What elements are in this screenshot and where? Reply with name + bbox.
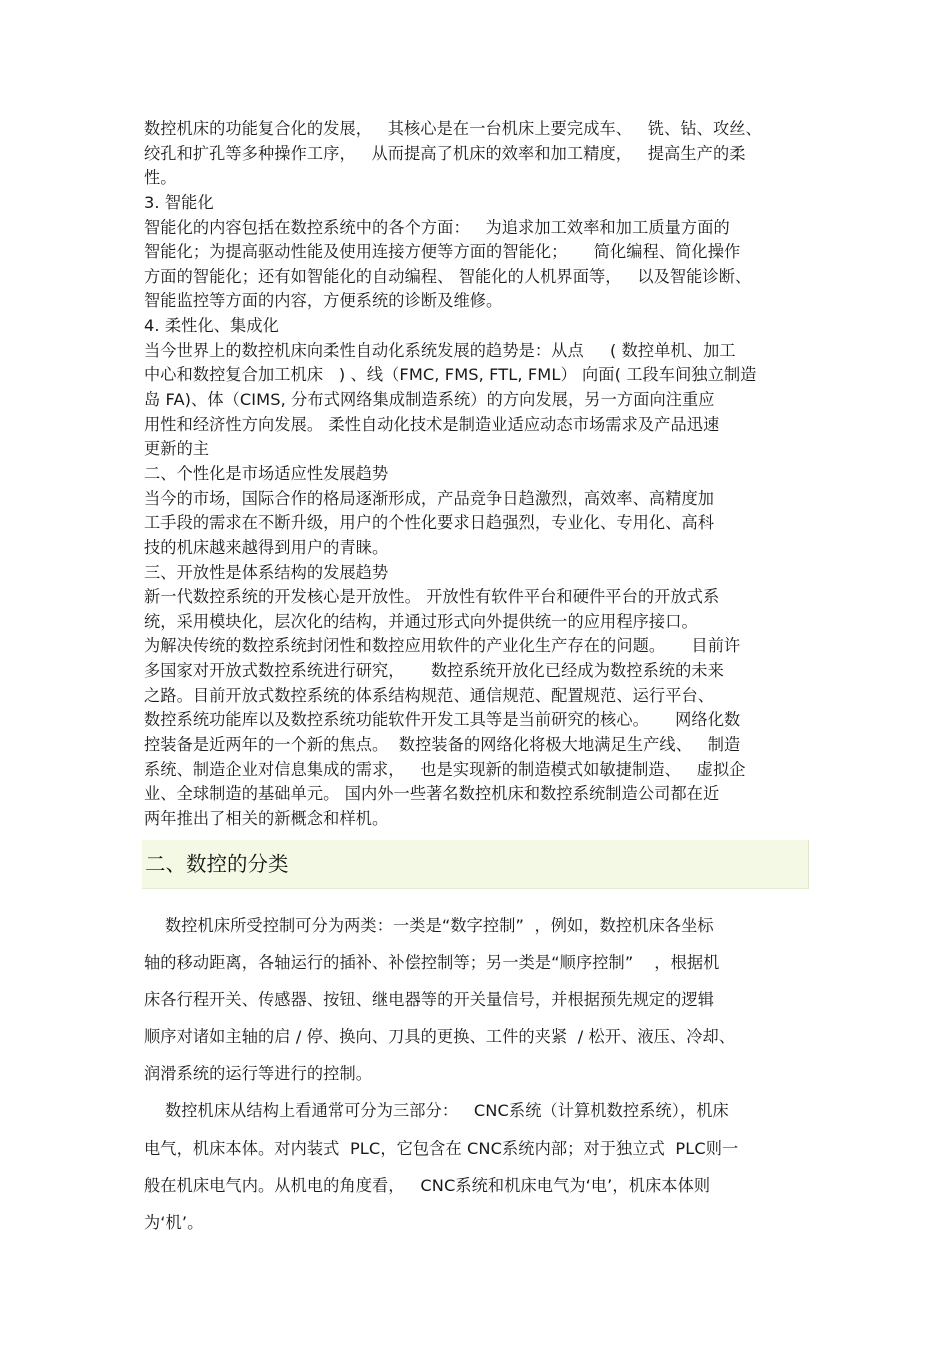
section-heading-bar xyxy=(142,840,809,889)
text-line: 智能监控等方面的内容，方便系统的诊断及维修。 xyxy=(144,291,503,311)
subheading-intelligence: 3. 智能化 xyxy=(144,192,214,212)
text-line: 中心和数控复合加工机床 ) 、线（FMC, FMS, FTL, FML） 向面( 工段车间独立制造 xyxy=(144,365,757,385)
text-line: 系统、制造企业对信息集成的需求， 也是实现新的制造模式如敏捷制造、 虚拟企 xyxy=(144,759,746,779)
text-line: 业、全球制造的基础单元。 国内外一些著名数控机床和数控系统制造公司都在近 xyxy=(144,784,720,804)
text-line: 数控机床的功能复合化的发展， 其核心是在一台机床上要完成车、 铣、钻、攻丝、 xyxy=(144,119,762,138)
text-line: 多国家对开放式数控系统进行研究， 数控系统开放化已经成为数控系统的未来 xyxy=(144,661,724,681)
text-line: 顺序对诸如主轴的启 / 停、换向、刀具的更换、工件的夹紧 / 松开、液压、冷却、 xyxy=(144,1027,736,1047)
text-line: 新一代数控系统的开发核心是开放性。 开放性有软件平台和硬件平台的开放式系 xyxy=(144,587,720,607)
text-line: 更新的主 xyxy=(144,439,210,459)
text-line: 智能化；为提高驱动性能及使用连接方便等方面的智能化； 简化编程、简化操作 xyxy=(144,242,741,262)
text-line: 岛 FA)、体（CIMS, 分布式网络集成制造系统）的方向发展，另一方面向注重应 xyxy=(144,390,715,410)
text-line: 般在机床电气内。从机电的角度看， CNC系统和机床电气为‘电’，机床本体则 xyxy=(144,1175,711,1195)
text-line: 技的机床越来越得到用户的青睐。 xyxy=(144,537,389,557)
text-line: 智能化的内容包括在数控系统中的各个方面： 为追求加工效率和加工质量方面的 xyxy=(144,217,730,237)
text-line: 控装备是近两年的一个新的焦点。 数控装备的网络化将极大地满足生产线、 制造 xyxy=(144,735,741,755)
text-line: 之路。目前开放式数控系统的体系结构规范、通信规范、配置规范、运行平台、 xyxy=(144,685,715,705)
body-text-top xyxy=(144,117,808,832)
text-line: 为‘机’。 xyxy=(144,1212,204,1232)
text-line: 性。 xyxy=(144,168,177,188)
text-line: 方面的智能化；还有如智能化的自动编程、 智能化的人机界面等， 以及智能诊断、 xyxy=(144,266,752,286)
text-line: 当今的市场，国际合作的格局逐渐形成，产品竞争日趋激烈，高效率、高精度加 xyxy=(144,488,715,508)
text-line: 两年推出了相关的新概念和样机。 xyxy=(144,808,389,828)
text-line: 数控系统功能库以及数控系统功能软件开发工具等是当前研究的核心。 网络化数 xyxy=(144,710,741,730)
text-line: 数控机床所受控制可分为两类：一类是“数字控制” ，例如，数控机床各坐标 xyxy=(144,916,714,935)
subheading-openness: 三、开放性是体系结构的发展趋势 xyxy=(144,562,389,582)
text-line: 工手段的需求在不断升级，用户的个性化要求日趋强烈，专业化、专用化、高科 xyxy=(144,513,715,533)
text-line: 床各行程开关、传感器、按钮、继电器等的开关量信号，并根据预先规定的逻辑 xyxy=(144,990,715,1010)
text-line: 轴的移动距离，各轴运行的插补、补偿控制等；另一类是“顺序控制” ，根据机 xyxy=(144,953,720,973)
text-line: 电气，机床本体。对内装式 PLC，它包含在 CNC系统内部；对于独立式 PLC则一 xyxy=(144,1138,739,1158)
body-text-bottom xyxy=(144,907,808,1241)
text-line: 为解决传统的数控系统封闭性和数控应用软件的产业化生产存在的问题。 目前许 xyxy=(144,636,741,656)
text-line: 润滑系统的运行等进行的控制。 xyxy=(144,1064,373,1084)
text-line: 绞孔和扩孔等多种操作工序， 从而提高了机床的效率和加工精度， 提高生产的柔 xyxy=(144,143,746,163)
text-line: 当今世界上的数控机床向柔性自动化系统发展的趋势是：从点 ( 数控单机、加工 xyxy=(144,340,736,360)
subheading-flexibility: 4. 柔性化、集成化 xyxy=(144,316,279,336)
text-line: 统，采用模块化，层次化的结构，并通过形式向外提供统一的应用程序接口。 xyxy=(144,611,698,631)
section-heading: 二、数控的分类 xyxy=(145,852,289,876)
text-line: 数控机床从结构上看通常可分为三部分： CNC系统（计算机数控系统），机床 xyxy=(144,1101,729,1121)
subheading-personalization: 二、个性化是市场适应性发展趋势 xyxy=(144,463,389,483)
text-line: 用性和经济性方向发展。 柔性自动化技术是制造业适应动态市场需求及产品迅速 xyxy=(144,414,720,434)
